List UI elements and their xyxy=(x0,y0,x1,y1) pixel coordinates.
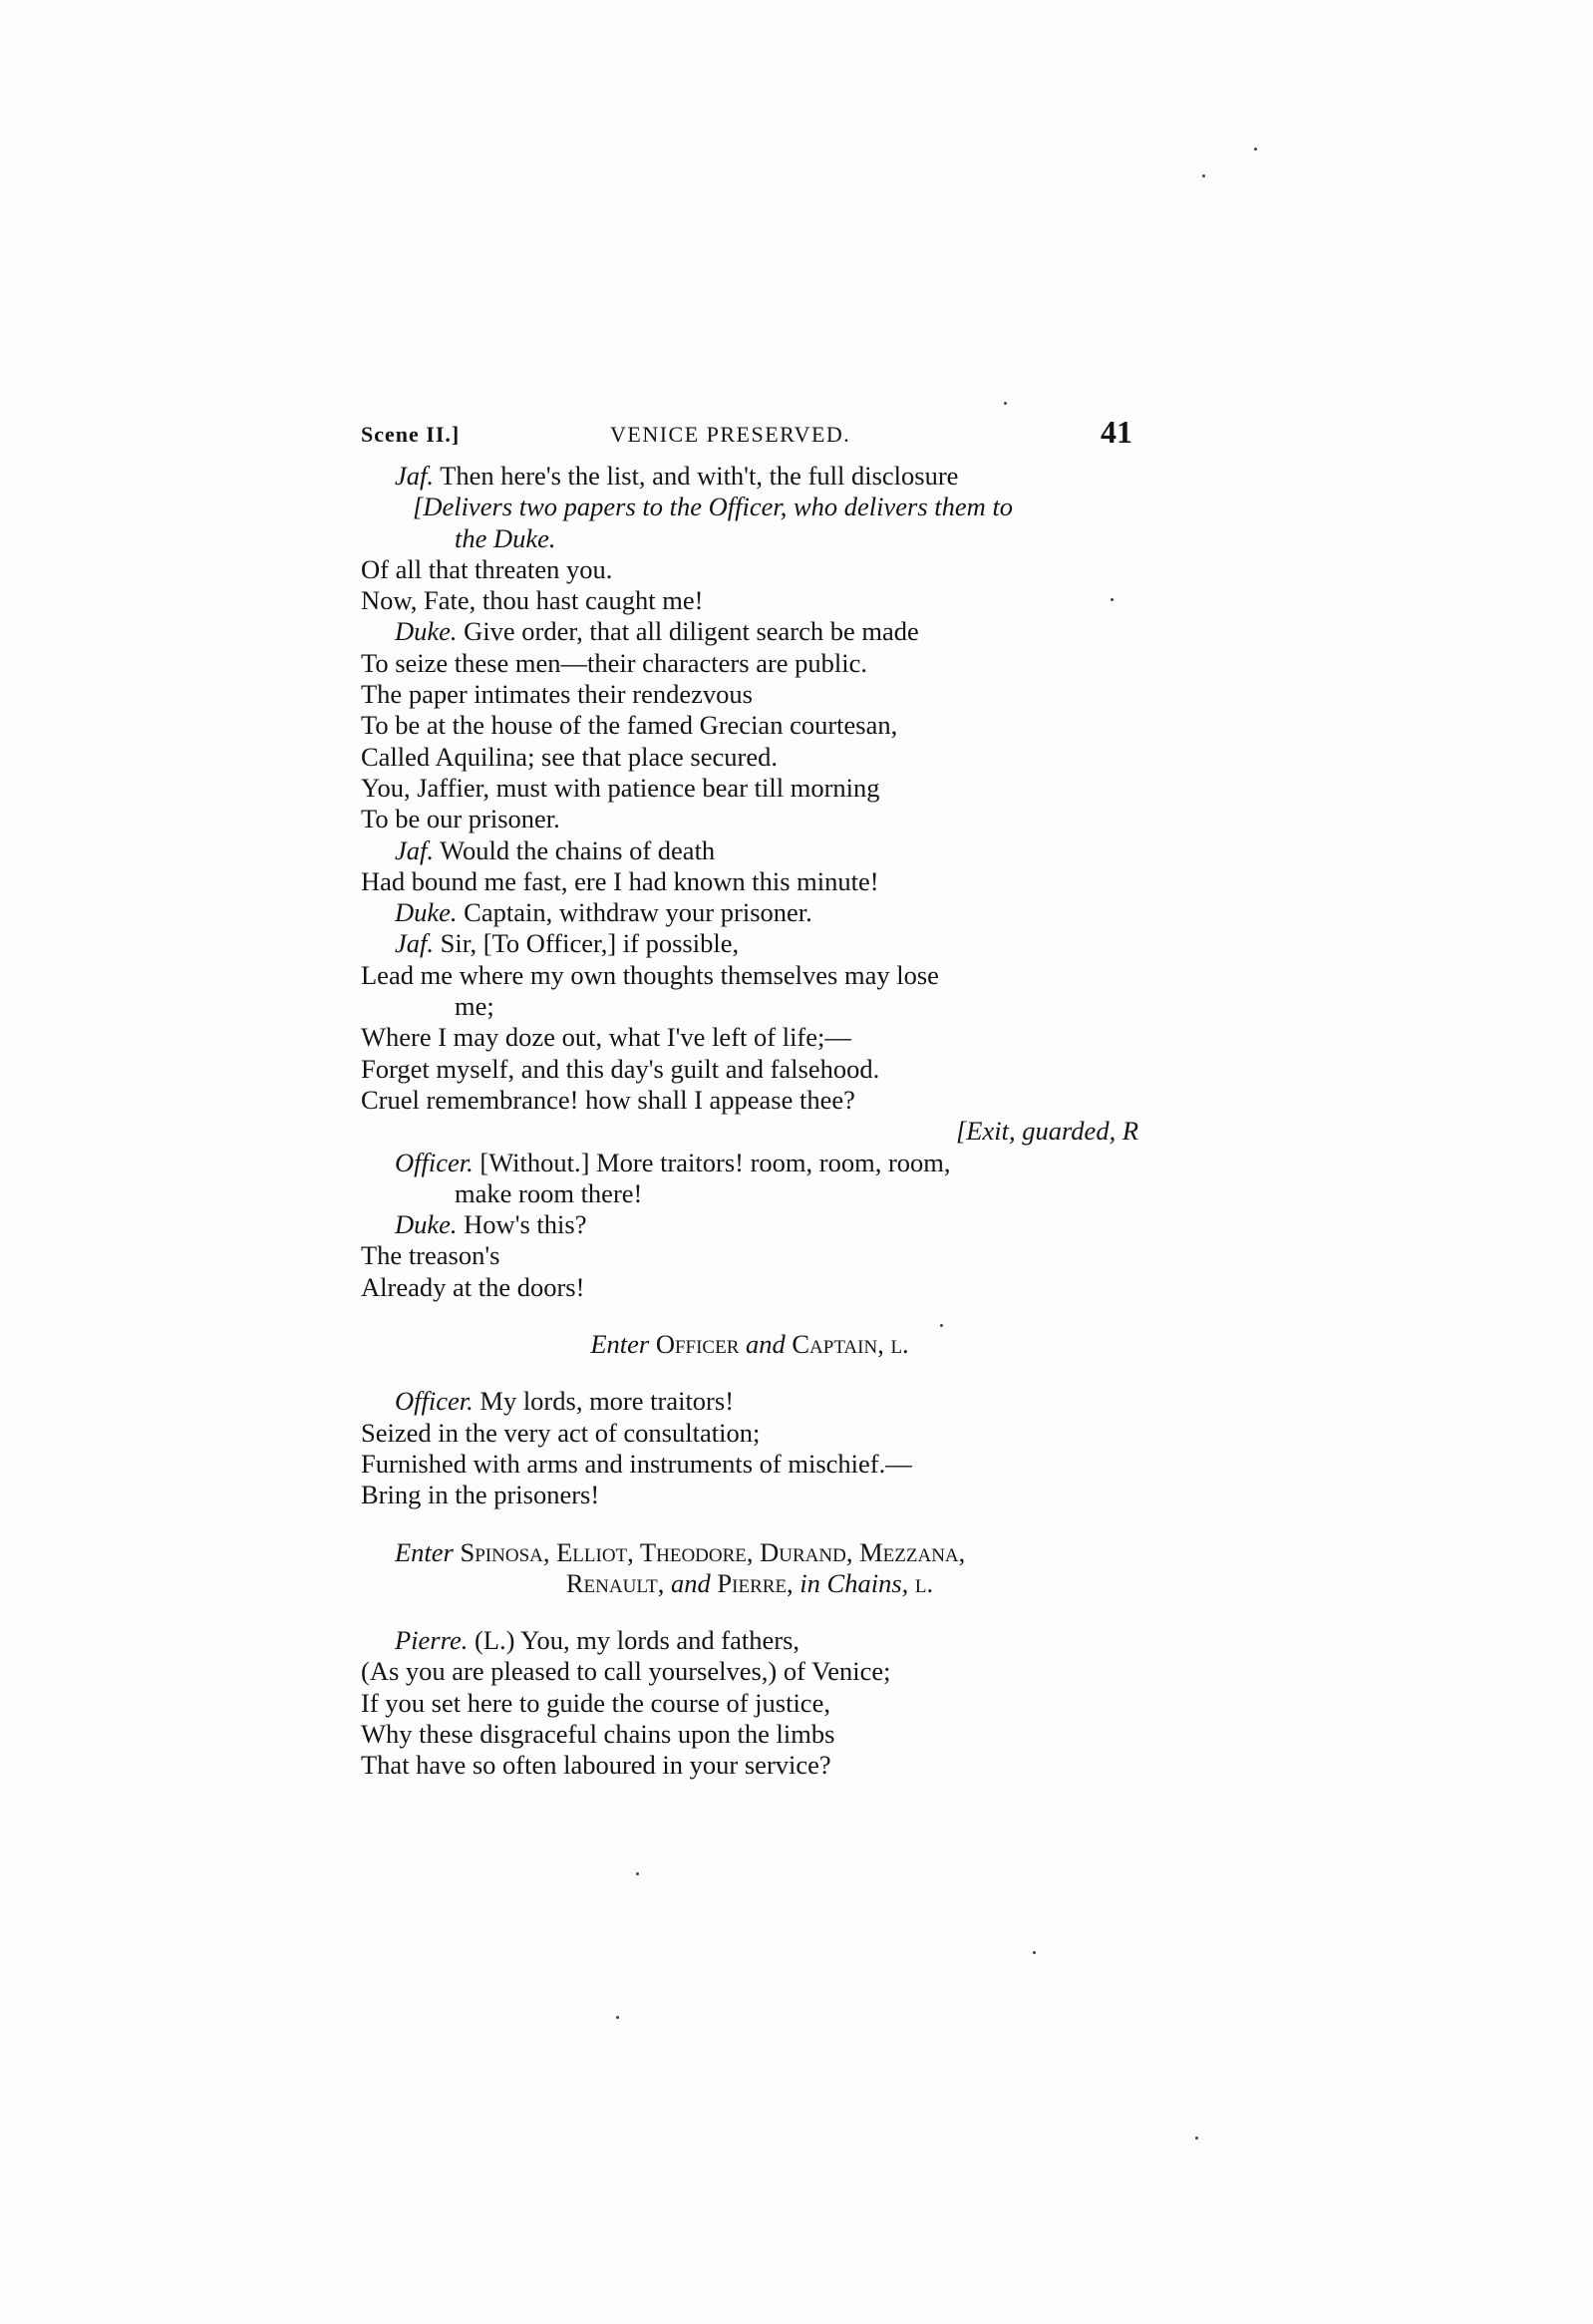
text-line xyxy=(361,585,1138,616)
direction-fragment: and xyxy=(739,1329,793,1360)
text-line xyxy=(361,1054,1138,1085)
play-text xyxy=(361,461,1138,1782)
text-line xyxy=(361,1688,1138,1719)
text-line xyxy=(361,1656,1138,1687)
speaker-name: Jaf. xyxy=(395,834,434,865)
text-line xyxy=(361,1116,1138,1147)
entrance-direction xyxy=(361,1537,1138,1568)
text-line xyxy=(361,1386,1138,1417)
verse-text: Furnished with arms and instruments of mischief.— xyxy=(361,1448,912,1479)
verse-text: Of all that threaten you. xyxy=(361,553,613,584)
text-line xyxy=(361,991,1138,1022)
direction-fragment: Enter xyxy=(590,1329,656,1360)
text-line xyxy=(361,1022,1138,1053)
speech-text: How's this? xyxy=(457,1209,587,1240)
verse-text: Bring in the prisoners! xyxy=(361,1480,600,1510)
verse-text: Forget myself, and this day's guilt and falsehood. xyxy=(361,1053,880,1084)
verse-text: Now, Fate, thou hast caught me! xyxy=(361,585,704,616)
text-line xyxy=(361,1178,1138,1209)
speech-text: Would the chains of death xyxy=(434,834,716,865)
speech-text: Then here's the list, and with't, the full disclosure xyxy=(434,461,959,491)
speaker-name: Jaf. xyxy=(395,461,434,491)
speech-text: Sir, [To Officer,] if possible, xyxy=(434,928,740,959)
speaker-name: Officer. xyxy=(395,1386,474,1417)
speaker-name: Duke. xyxy=(395,616,458,647)
text-line xyxy=(361,554,1138,585)
verse-text: To seize these men—their characters are public. xyxy=(361,647,868,678)
verse-text: Cruel remembrance! how shall I appease thee? xyxy=(361,1084,855,1115)
text-line xyxy=(361,523,1138,554)
stage-direction: the Duke. xyxy=(455,522,556,553)
text-line xyxy=(361,1750,1138,1781)
text-line xyxy=(361,1240,1138,1271)
speaker-name: Duke. xyxy=(395,1209,458,1240)
stanza-gap xyxy=(361,1360,1138,1386)
speech-text: Give order, that all diligent search be made xyxy=(457,616,919,647)
verse-text: Seized in the very act of consultation; xyxy=(361,1417,761,1448)
direction-fragment: l. xyxy=(914,1567,934,1598)
text-line xyxy=(361,866,1138,897)
text-line xyxy=(361,461,1138,492)
verse-continuation: make room there! xyxy=(455,1177,643,1208)
text-line xyxy=(361,928,1138,959)
text-line xyxy=(361,492,1138,522)
verse-text: To be our prisoner. xyxy=(361,804,560,834)
verse-text: If you set here to guide the course of justice, xyxy=(361,1687,830,1718)
text-line xyxy=(361,897,1138,928)
speaker-name: Officer. xyxy=(395,1147,474,1177)
direction-fragment: and xyxy=(671,1567,718,1598)
text-line xyxy=(361,1272,1138,1303)
text-line xyxy=(361,1418,1138,1449)
entrance-direction xyxy=(361,1329,1138,1360)
text-line xyxy=(361,1480,1138,1510)
stanza-gap xyxy=(361,1599,1138,1625)
text-line xyxy=(361,648,1138,679)
page-number: 41 xyxy=(1101,414,1132,450)
direction-fragment: Renault, xyxy=(565,1567,672,1598)
running-header xyxy=(361,414,1132,454)
running-title: VENICE PRESERVED. xyxy=(610,422,851,447)
direction-fragment: in Chains, xyxy=(799,1567,915,1598)
text-line xyxy=(361,804,1138,834)
scene-marker: Scene II.] xyxy=(361,422,461,447)
verse-text: You, Jaffier, must with patience bear till morning xyxy=(361,772,880,803)
speech-text: Captain, withdraw your prisoner. xyxy=(457,897,812,928)
direction-fragment: Officer xyxy=(655,1329,740,1360)
speaker-name: Pierre. xyxy=(395,1625,469,1656)
direction-fragment: Captain, l. xyxy=(792,1329,909,1360)
stanza-gap xyxy=(361,1511,1138,1537)
text-line xyxy=(361,1449,1138,1480)
text-line xyxy=(361,960,1138,991)
verse-text: Why these disgraceful chains upon the limbs xyxy=(361,1718,835,1749)
text-line xyxy=(361,1148,1138,1178)
text-line xyxy=(361,1625,1138,1656)
speech-text: My lords, more traitors! xyxy=(473,1386,735,1417)
stanza-gap xyxy=(361,1303,1138,1329)
text-line xyxy=(361,742,1138,773)
verse-text: The treason's xyxy=(361,1240,500,1271)
entrance-direction xyxy=(361,1568,1138,1599)
verse-text: The paper intimates their rendezvous xyxy=(361,679,753,710)
verse-continuation: me; xyxy=(455,991,494,1022)
verse-text: Called Aquilina; see that place secured. xyxy=(361,741,778,772)
verse-text: Already at the doors! xyxy=(361,1271,585,1302)
speech-text: (L.) You, my lords and fathers, xyxy=(468,1625,800,1656)
text-line xyxy=(361,1209,1138,1240)
direction-fragment: Enter xyxy=(395,1536,461,1567)
text-line xyxy=(361,679,1138,710)
verse-text: Where I may doze out, what I've left of life;— xyxy=(361,1022,851,1053)
text-line xyxy=(361,1085,1138,1116)
direction-fragment: Spinosa, Elliot, Theodore, Durand, Mezzana, xyxy=(460,1536,966,1567)
stage-direction: [Exit, guarded, R xyxy=(955,1116,1138,1147)
text-line xyxy=(361,1719,1138,1750)
text-line xyxy=(361,773,1138,804)
verse-text: Had bound me fast, ere I had known this minute! xyxy=(361,865,879,896)
speech-text: [Without.] More traitors! room, room, room, xyxy=(473,1147,951,1177)
text-line xyxy=(361,616,1138,647)
text-line xyxy=(361,835,1138,866)
verse-text: Lead me where my own thoughts themselves may lose xyxy=(361,959,939,990)
verse-text: That have so often laboured in your service? xyxy=(361,1750,831,1781)
speaker-name: Duke. xyxy=(395,897,458,928)
verse-text: To be at the house of the famed Grecian courtesan, xyxy=(361,710,898,741)
text-line xyxy=(361,710,1138,741)
verse-text: (As you are pleased to call yourselves,) of Venice; xyxy=(361,1656,891,1687)
speaker-name: Jaf. xyxy=(395,928,434,959)
direction-fragment: Pierre, xyxy=(717,1567,800,1598)
stage-direction: [Delivers two papers to the Officer, who delivers them to xyxy=(413,492,1014,522)
